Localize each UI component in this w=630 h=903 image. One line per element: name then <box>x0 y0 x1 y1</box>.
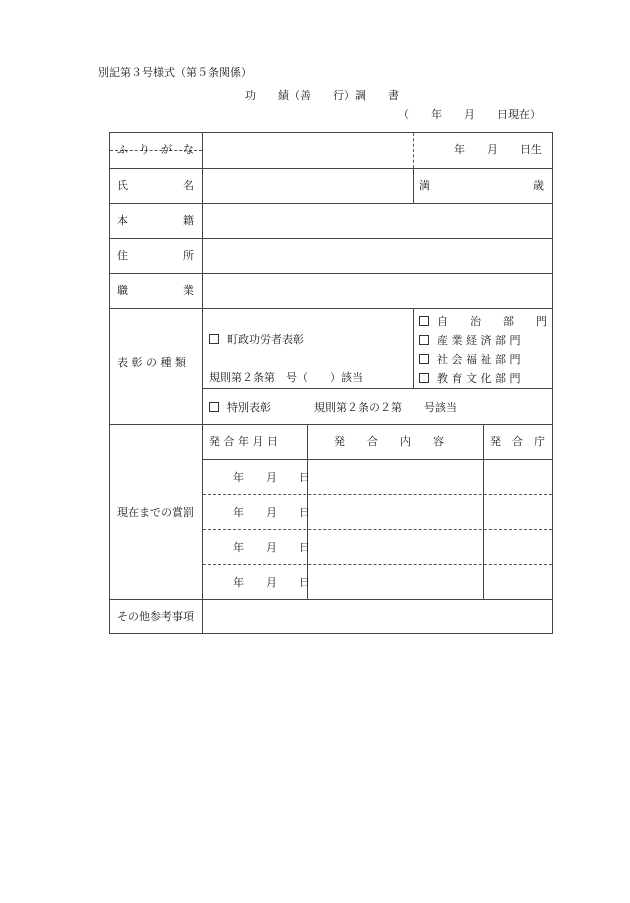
award-option-town: 町政功労者表彰 <box>209 334 304 345</box>
name-label: 氏 名 <box>117 179 194 192</box>
history-date-row-2: 年 月 日 <box>233 506 310 519</box>
as-of-date: （ 年 月 日現在） <box>398 108 541 121</box>
history-date-row-3: 年 月 日 <box>233 541 310 554</box>
occupation-label: 職 業 <box>117 284 194 297</box>
address-label: 住 所 <box>117 249 194 262</box>
age-suffix: 歳 <box>533 179 544 192</box>
checkbox-icon <box>419 335 429 345</box>
checkbox-icon <box>419 354 429 364</box>
award-option-special: 特別表彰 <box>209 402 271 413</box>
department-option-welfare: 社 会 福 祉 部 門 <box>419 354 520 365</box>
birth-date-field: 年 月 日生 <box>454 143 542 156</box>
document-title: 功 績（善 行）調 書 <box>245 89 399 102</box>
department-option-industry: 産 業 経 済 部 門 <box>419 335 520 346</box>
form-caption: 別記第３号様式（第５条関係） <box>98 66 252 79</box>
honseki-label: 本 籍 <box>117 214 194 227</box>
other-reference-label: その他参考事項 <box>117 610 194 623</box>
checkbox-icon <box>419 316 429 326</box>
history-date-row-4: 年 月 日 <box>233 576 310 589</box>
award-type-label: 表 彰 の 種 類 <box>117 356 186 369</box>
award-rule-text: 規則第２条第 号（ ）該当 <box>209 371 363 384</box>
checkbox-icon <box>419 373 429 383</box>
history-label: 現在までの賞罰 <box>117 506 194 519</box>
history-date-header: 発 合 年 月 日 <box>209 435 278 448</box>
checkbox-icon <box>209 334 219 344</box>
history-content-header: 発 合 内 容 <box>334 435 444 448</box>
commendation-form-table <box>109 132 553 634</box>
age-prefix: 満 <box>419 179 430 192</box>
special-rule-text: 規則第２条の２第 号該当 <box>314 401 457 414</box>
history-date-row-1: 年 月 日 <box>233 471 310 484</box>
checkbox-icon <box>209 402 219 412</box>
furigana-label: ふ り が な <box>117 143 194 156</box>
history-issuer-header: 発 合 庁 <box>490 435 545 448</box>
department-option-self-government: 自 治 部 門 <box>419 316 547 327</box>
department-option-education: 教 育 文 化 部 門 <box>419 373 520 384</box>
